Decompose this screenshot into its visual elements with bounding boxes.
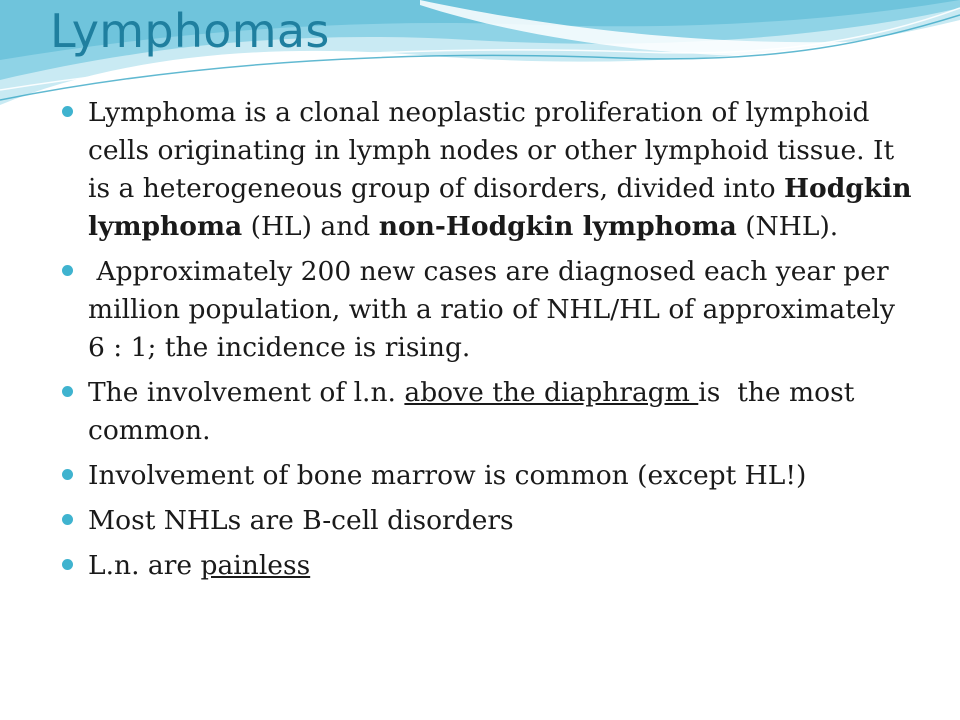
bullet-text: The involvement of l.n. <box>88 377 405 408</box>
bullet-text: Approximately 200 new cases are diagnosed each year per million population, with a ratio of NHL/HL of approximately 6 : 1; the incidence is rising. <box>88 256 904 363</box>
bullet-text: Involvement of bone marrow is common (except HL!) <box>88 460 807 491</box>
bullet-text: Most NHLs are B-cell disorders <box>88 505 514 536</box>
bullet-text: Lymphoma is a clonal neoplastic proliferation of lymphoid cells originating in lymph nodes or other lymphoid tissue. It is a heterogeneous group of disorders, divided into <box>88 97 895 204</box>
bullet-item-b-cell <box>60 502 920 540</box>
bullet-text: (HL) and <box>242 211 379 242</box>
bullet-list <box>60 94 920 592</box>
bullet-item-definition <box>60 94 920 246</box>
bold-term-hodgkin: Hodgkin lymphoma <box>88 173 912 242</box>
bullet-dot-icon <box>62 265 73 276</box>
bullet-dot-icon <box>62 469 73 480</box>
bullet-dot-icon <box>62 106 73 117</box>
bullet-item-incidence <box>60 253 920 367</box>
bullet-text: is the most common. <box>88 377 863 446</box>
bullet-item-painless <box>60 547 920 585</box>
underlined-word-painless: painless <box>200 550 311 581</box>
bullet-dot-icon <box>62 559 73 570</box>
bullet-text: (NHL). <box>736 211 839 242</box>
bullet-item-bone-marrow <box>60 457 920 495</box>
bullet-item-involvement <box>60 374 920 450</box>
bullet-text: L.n. are <box>88 550 201 581</box>
underlined-phrase-diaphragm: above the diaphragm <box>404 377 699 408</box>
bullet-dot-icon <box>62 386 73 397</box>
bold-term-non-hodgkin: non-Hodgkin lymphoma <box>378 211 737 242</box>
slide-title: Lymphomas <box>50 4 330 58</box>
bullet-dot-icon <box>62 514 73 525</box>
